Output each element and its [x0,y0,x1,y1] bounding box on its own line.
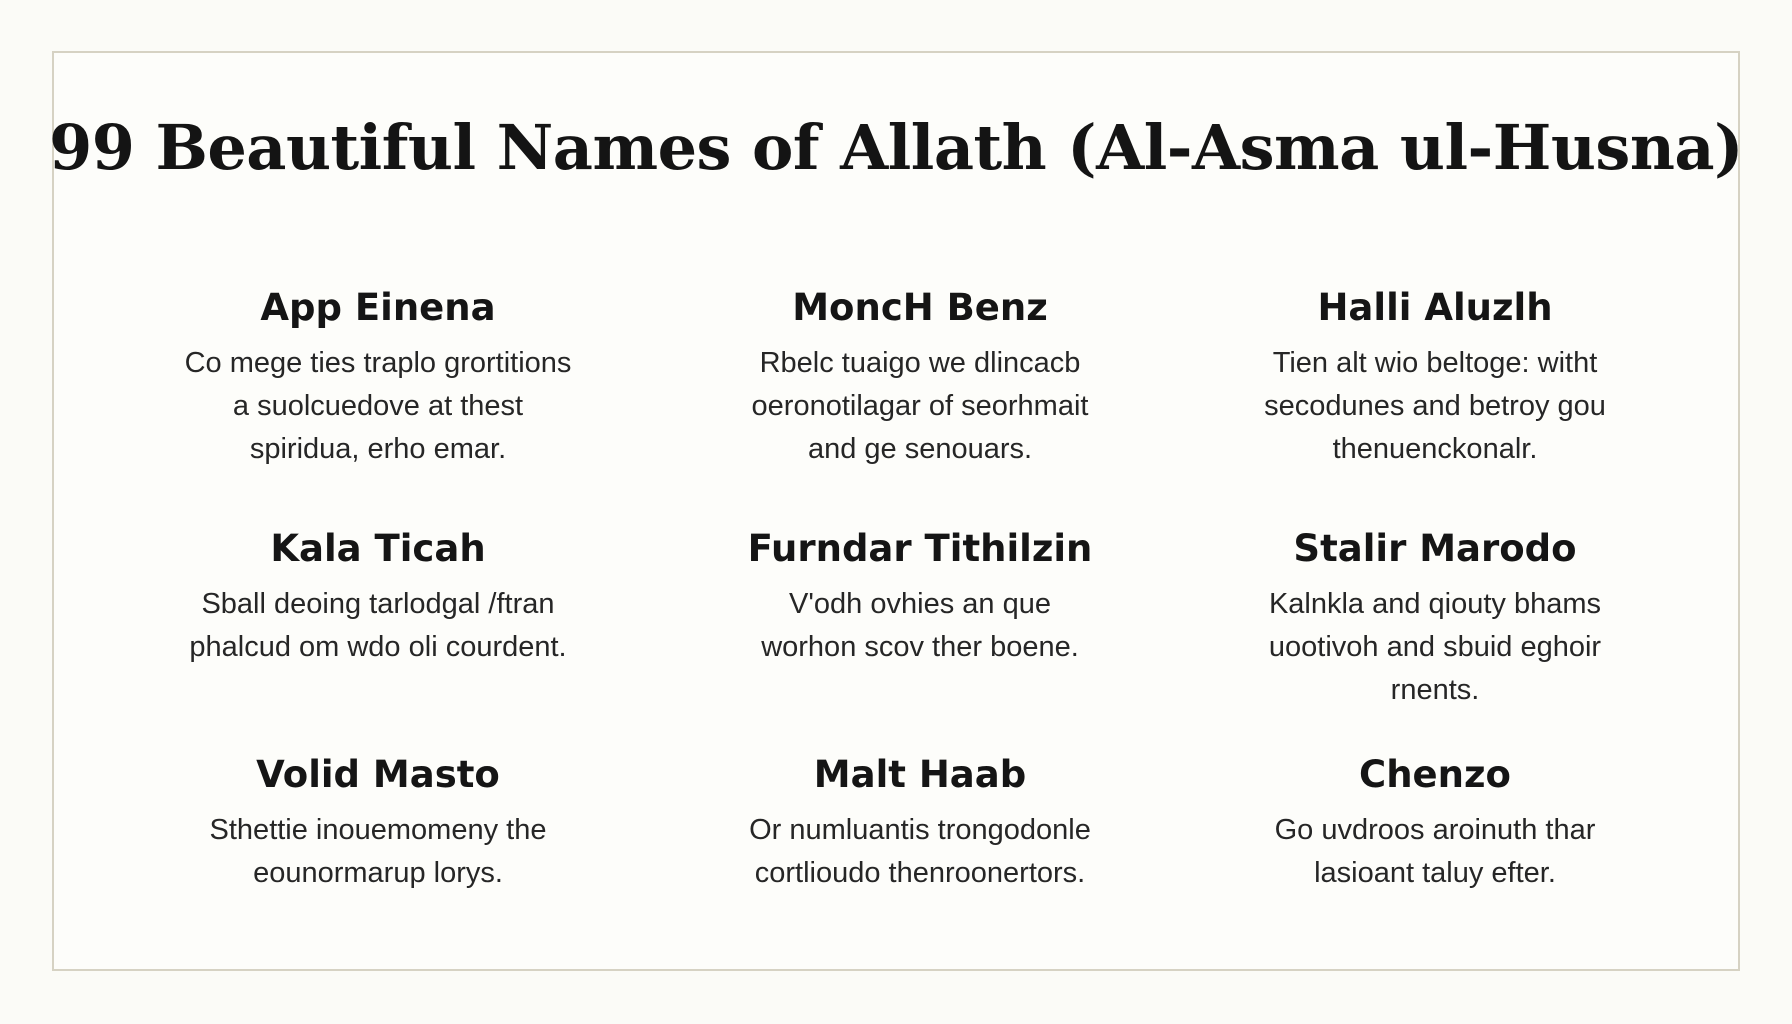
description-line: eounormarup lorys. [253,857,503,889]
description-line: V'odh ovhies an que [789,588,1051,620]
name-card [1175,282,1695,471]
name-heading: Stalir Marodo [1293,527,1577,570]
name-description [690,809,1150,895]
page-title: 99 Beautiful Names of Allath (Al-Asma ul-Husna) [49,111,1743,184]
description-line: Or numluantis trongodonle [749,814,1091,846]
description-line: cortlioudo thenroonertors. [754,857,1086,889]
description-line: rnents. [1390,674,1480,706]
name-heading: Chenzo [1359,753,1511,796]
description-line: spiridua, erho emar. [249,433,507,465]
description-line: a suolcuedove at thest [232,390,524,422]
name-description [148,583,608,669]
name-description [1205,809,1665,895]
name-card [660,282,1180,471]
name-description [1205,583,1665,712]
description-line: Kalnkla and qiouty bhams [1268,588,1602,620]
name-card [118,749,638,895]
description-line: oeronotilagar of seorhmait [751,390,1089,422]
description-line: Go uvdroos aroinuth thar [1274,814,1596,846]
description-line: Rbelc tuaigo we dlincacb [759,347,1081,379]
description-line: uootivoh and sbuid eghoir [1268,631,1602,663]
description-line: Co mege ties traplo grortitions [184,347,572,379]
name-description [148,342,608,471]
description-line: phalcud om wdo oli courdent. [189,631,567,663]
description-line: Sthettie inouemomeny the [209,814,547,846]
name-heading: App Einena [260,286,496,329]
description-line: secodunes and betroy gou [1264,390,1606,422]
name-heading: Volid Masto [256,753,500,796]
name-card [118,523,638,669]
name-description [690,583,1150,669]
name-card [1175,523,1695,712]
description-line: and ge senouars. [807,433,1033,465]
name-card [660,523,1180,669]
description-line: thenuenckonalr. [1332,433,1538,465]
description-line: worhon scov ther boene. [761,631,1079,663]
name-heading: Kala Ticah [270,527,486,570]
name-heading: MoncH Benz [792,286,1048,329]
name-heading: Halli Aluzlh [1317,286,1553,329]
name-card [118,282,638,471]
name-card [660,749,1180,895]
name-description [690,342,1150,471]
name-description [1205,342,1665,471]
description-line: lasioant taluy efter. [1314,857,1556,889]
name-description [148,809,608,895]
name-heading: Malt Haab [813,753,1027,796]
description-line: Tien alt wio beltoge: witht [1272,347,1598,379]
description-line: Sball deoing tarlodgal /ftran [201,588,555,620]
name-heading: Furndar Tithilzin [747,527,1093,570]
name-card [1175,749,1695,895]
